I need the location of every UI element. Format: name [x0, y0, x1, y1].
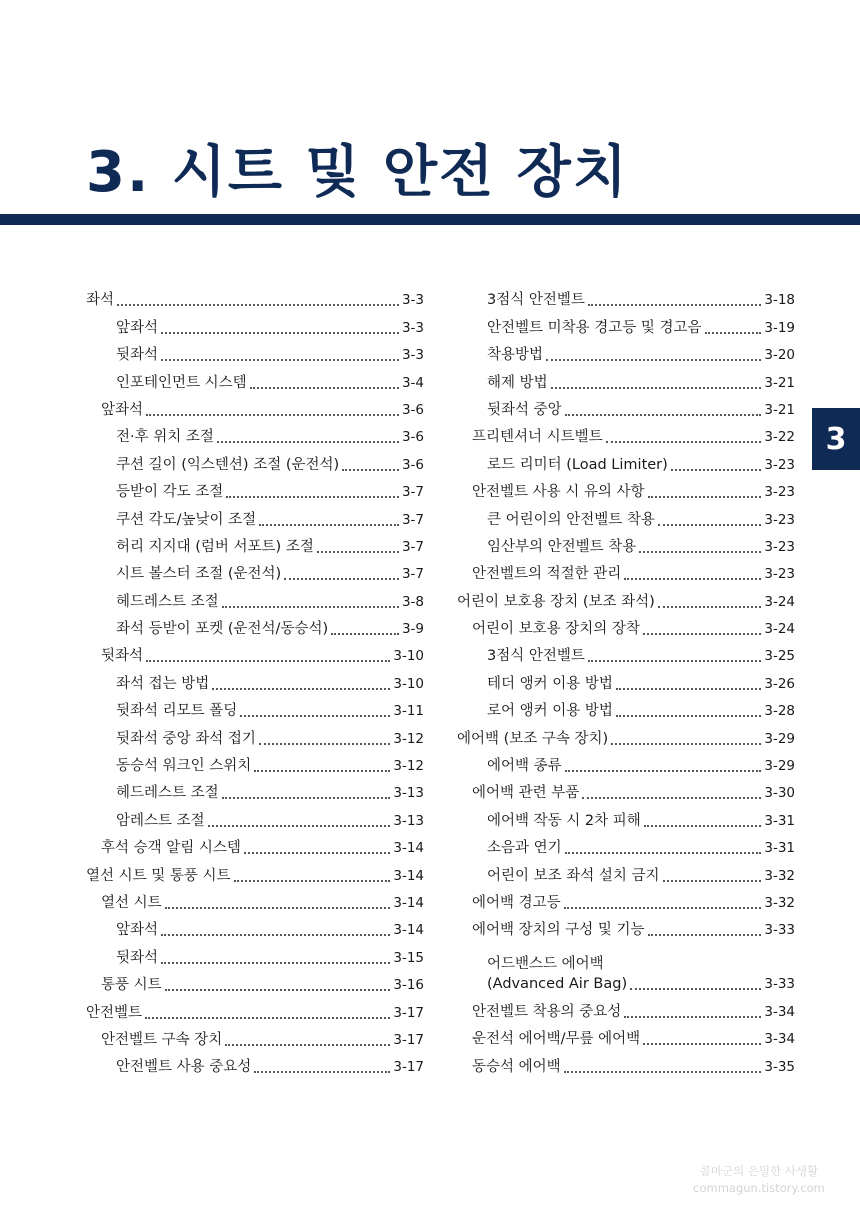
toc-leader-dots: [317, 551, 399, 553]
toc-leader-dots: [565, 770, 762, 772]
toc-entry-title: 프리텐셔너 시트벨트: [472, 429, 603, 446]
toc-entry-label: [457, 592, 655, 612]
chapter-title: 3. 시트 및 안전 장치: [86, 140, 629, 205]
toc-entry[interactable]: [86, 1053, 424, 1080]
toc-entry[interactable]: [457, 669, 795, 696]
toc-entry[interactable]: [86, 834, 424, 861]
toc-entry-label: [487, 838, 562, 858]
toc-entry-label: [116, 455, 339, 475]
toc-leader-dots: [342, 469, 399, 471]
toc-leader-dots: [244, 852, 390, 854]
toc-entry-title: 안전벨트 착용의 중요성: [472, 1003, 622, 1020]
toc-entry-title: 착용방법: [487, 347, 544, 364]
toc-entry-label: [472, 1029, 640, 1049]
toc-entry[interactable]: [86, 450, 424, 477]
toc-leader-dots: [565, 414, 762, 416]
toc-entry[interactable]: [457, 478, 795, 505]
toc-entry-label: [116, 783, 219, 803]
toc-entry-title: 좌석: [86, 292, 115, 309]
toc-entry-page: 3-15: [393, 949, 424, 966]
toc-entry[interactable]: [457, 505, 795, 532]
toc-entry-page: 3-7: [401, 538, 424, 555]
toc-entry[interactable]: [457, 423, 795, 450]
toc-entry-title: 안전벨트의 적절한 관리: [472, 566, 622, 583]
toc-entry[interactable]: [86, 423, 424, 450]
toc-entry-title: 인포테인먼트 시스템: [116, 374, 247, 391]
toc-leader-dots: [161, 934, 390, 936]
toc-entry-page: 3-17: [393, 1031, 424, 1048]
toc-entry[interactable]: [86, 341, 424, 368]
toc-entry[interactable]: [86, 724, 424, 751]
toc-leader-dots: [331, 633, 399, 635]
toc-leader-dots: [259, 743, 390, 745]
toc-entry-page: 3-32: [764, 894, 795, 911]
toc-entry-page: 3-7: [401, 484, 424, 501]
toc-leader-dots: [161, 332, 399, 334]
toc-entry-title: 앞좌석: [116, 319, 159, 336]
toc-entry-title: 안전벨트 사용 중요성: [116, 1059, 252, 1076]
toc-leader-dots: [117, 304, 399, 306]
toc-entry[interactable]: [86, 697, 424, 724]
toc-entry-title: 헤드레스트 조절: [116, 785, 219, 802]
toc-entry-page: 3-24: [764, 593, 795, 610]
toc-entry-label: [487, 954, 627, 994]
toc-leader-dots: [643, 1043, 761, 1045]
toc-leader-dots: [564, 907, 762, 909]
toc-leader-dots: [705, 332, 762, 334]
toc-entry-label: [116, 373, 247, 393]
toc-leader-dots: [161, 962, 390, 964]
toc-leader-dots: [222, 606, 399, 608]
toc-entry[interactable]: [457, 286, 795, 313]
toc-entry[interactable]: [457, 615, 795, 642]
toc-entry-label: [487, 345, 543, 365]
watermark-line-2: commagun.tistory.com: [693, 1181, 825, 1195]
toc-leader-dots: [146, 660, 390, 662]
toc-entry-page: 3-12: [393, 758, 424, 775]
toc-entry-label: [487, 701, 613, 721]
toc-entry-page: 3-23: [764, 511, 795, 528]
toc-entry-page: 3-20: [764, 347, 795, 364]
toc-leader-dots: [250, 387, 399, 389]
toc-entry-label: [487, 756, 562, 776]
toc-entry-label: [101, 400, 143, 420]
toc-leader-dots: [616, 715, 761, 717]
toc-column-right: [457, 286, 795, 1080]
toc-leader-dots: [606, 441, 762, 443]
toc-entry-label: [487, 455, 668, 475]
toc-leader-dots: [145, 1017, 390, 1019]
toc-entry-page: 3-3: [401, 319, 424, 336]
toc-entry-label: [116, 318, 158, 338]
toc-entry-label: [487, 866, 660, 886]
toc-entry-label: [472, 1002, 621, 1022]
toc-entry[interactable]: [86, 615, 424, 642]
toc-entry[interactable]: [457, 724, 795, 751]
toc-entry-label: [487, 646, 585, 666]
toc-entry-title: 에어백 장치의 구성 및 기능: [472, 922, 645, 939]
toc-entry-page: 3-32: [764, 867, 795, 884]
toc-entry-label: [472, 427, 603, 447]
toc-entry-label: [487, 510, 655, 530]
toc-entry-label: [472, 564, 621, 584]
toc-leader-dots: [630, 988, 761, 990]
toc-leader-dots: [663, 880, 762, 882]
toc-entry[interactable]: [457, 341, 795, 368]
toc-leader-dots: [226, 496, 399, 498]
toc-entry-label: [487, 674, 613, 694]
toc-entry[interactable]: [86, 889, 424, 916]
toc-entry[interactable]: [86, 396, 424, 423]
toc-entry[interactable]: [86, 478, 424, 505]
toc-entry-label: [116, 564, 281, 584]
toc-entry[interactable]: [86, 752, 424, 779]
toc-entry-label: [116, 510, 256, 530]
toc-entry-label: [472, 920, 645, 940]
toc-entry-label: [472, 619, 640, 639]
toc-entry-page: 3-6: [401, 429, 424, 446]
toc-leader-dots: [648, 934, 762, 936]
toc-entry-title: 열선 시트: [101, 894, 162, 911]
toc-entry-label: [116, 920, 158, 940]
toc-entry-label: [116, 701, 237, 721]
toc-leader-dots: [208, 825, 391, 827]
toc-entry-title: 에어백 종류: [487, 758, 562, 775]
watermark: [688, 1163, 830, 1197]
toc-entry[interactable]: [86, 1026, 424, 1053]
toc-entry[interactable]: [457, 697, 795, 724]
toc-entry[interactable]: [86, 916, 424, 943]
toc-entry-title: 전·후 위치 조절: [116, 429, 214, 446]
toc-leader-dots: [639, 551, 761, 553]
toc-entry-title: 뒷좌석: [101, 648, 144, 665]
toc-entry-title: 뒷좌석 중앙: [487, 401, 562, 418]
toc-entry-label: [487, 400, 562, 420]
toc-leader-dots: [240, 715, 390, 717]
toc-entry[interactable]: [457, 1052, 795, 1079]
toc-entry-title: 소음과 연기: [487, 840, 562, 857]
toc-leader-dots: [644, 825, 762, 827]
toc-entry-title: 어린이 보호용 장치 (보조 좌석): [457, 593, 655, 610]
toc-entry-title: 큰 어린이의 안전벨트 착용: [487, 511, 655, 528]
toc-entry-page: 3-34: [764, 1003, 795, 1020]
toc-leader-dots: [565, 852, 762, 854]
toc-entry-title: 에어백 경고등: [472, 894, 561, 911]
toc-entry-title: 쿠션 각도/높낮이 조절: [116, 511, 257, 528]
toc-entry-title: 동승석 워크인 스위치: [116, 758, 252, 775]
toc-entry[interactable]: [457, 861, 795, 888]
toc-entry-title: 암레스트 조절: [116, 812, 205, 829]
toc-entry-label: [116, 811, 205, 831]
toc-entry-page: 3-6: [401, 456, 424, 473]
toc-entry[interactable]: [457, 806, 795, 833]
toc-entry-page: 3-23: [764, 456, 795, 473]
toc-entry-label: [116, 427, 214, 447]
toc-entry-page: 3-8: [401, 593, 424, 610]
toc-entry-label: [487, 373, 548, 393]
toc-leader-dots: [588, 660, 761, 662]
toc-entry[interactable]: [86, 533, 424, 560]
toc-entry-page: 3-22: [764, 429, 795, 446]
toc-leader-dots: [671, 469, 762, 471]
toc-entry-page: 3-23: [764, 566, 795, 583]
toc-entry-page: 3-9: [401, 621, 424, 638]
toc-entry[interactable]: [457, 368, 795, 395]
toc-entry-page: 3-7: [401, 511, 424, 528]
toc-leader-dots: [582, 797, 761, 799]
toc-entry-page: 3-10: [393, 675, 424, 692]
toc-entry[interactable]: [457, 889, 795, 916]
toc-leader-dots: [611, 743, 761, 745]
toc-entry-title: 뒷좌석 중앙 좌석 접기: [116, 730, 256, 747]
toc-leader-dots: [588, 304, 761, 306]
toc-entry-label: [116, 592, 219, 612]
toc-entry-page: 3-14: [393, 840, 424, 857]
toc-entry-title: 등받이 각도 조절: [116, 484, 224, 501]
toc-entry-page: 3-28: [764, 703, 795, 720]
toc-entry[interactable]: [457, 560, 795, 587]
toc-entry[interactable]: [86, 861, 424, 888]
toc-entry-page: 3-23: [764, 538, 795, 555]
toc-leader-dots: [624, 1016, 761, 1018]
toc-leader-dots: [658, 606, 762, 608]
toc-entry-page: 3-14: [393, 894, 424, 911]
toc-entry-label: [487, 811, 641, 831]
toc-entry-page: 3-3: [401, 292, 424, 309]
toc-leader-dots: [146, 414, 399, 416]
toc-entry[interactable]: [457, 450, 795, 477]
toc-entry-title: 동승석 에어백: [472, 1058, 561, 1075]
toc-entry[interactable]: [457, 587, 795, 614]
toc-entry-label: [116, 674, 209, 694]
toc-entry[interactable]: [457, 533, 795, 560]
toc-entry[interactable]: [86, 642, 424, 669]
toc-entry[interactable]: [457, 779, 795, 806]
toc-entry-title: 테더 앵커 이용 방법: [487, 675, 613, 692]
watermark-line-1: 콤마군의 은밀한 사생활: [699, 1164, 819, 1178]
toc-entry[interactable]: [457, 997, 795, 1024]
toc-entry[interactable]: [86, 943, 424, 970]
toc-entry-title: 뒷좌석 리모트 폴딩: [116, 703, 238, 720]
toc-leader-dots: [234, 880, 391, 882]
toc-entry-title: 안전벨트 구속 장치: [101, 1031, 223, 1048]
toc-entry-label: [86, 866, 231, 886]
toc-entry[interactable]: [86, 368, 424, 395]
toc-leader-dots: [165, 989, 391, 991]
toc-entry-label: [101, 975, 162, 995]
toc-entry-label: [472, 1057, 561, 1077]
toc-entry-title: 뒷좌석: [116, 949, 159, 966]
toc-leader-dots: [624, 578, 761, 580]
toc-leader-dots: [222, 797, 391, 799]
toc-entry-page: 3-21: [764, 374, 795, 391]
toc-entry-title: 후석 승객 알림 시스템: [101, 840, 241, 857]
chapter-tab[interactable]: 3: [812, 408, 860, 470]
toc-entry-label: [86, 1003, 142, 1023]
toc-entry-page: 3-14: [393, 922, 424, 939]
toc-leader-dots: [564, 1071, 762, 1073]
toc-entry[interactable]: [457, 943, 795, 997]
toc-entry-title: 3점식 안전벨트: [487, 648, 585, 665]
toc-entry-title: 안전벨트: [86, 1004, 143, 1021]
toc-entry-label: [86, 290, 114, 310]
toc-entry-label: [116, 1057, 251, 1077]
toc-entry-title: 앞좌석: [116, 922, 159, 939]
toc-entry-label: [101, 838, 241, 858]
toc-entry-label: [472, 783, 579, 803]
toc-entry-title: 에어백 관련 부품: [472, 785, 580, 802]
toc-entry-page: 3-25: [764, 648, 795, 665]
toc-entry-label: [472, 482, 645, 502]
toc-entry-label: [472, 893, 561, 913]
toc-entry-title: 안전벨트 미착용 경고등 및 경고음: [487, 319, 702, 336]
toc-entry-label: [116, 756, 251, 776]
toc-entry-page: 3-31: [764, 840, 795, 857]
toc-entry-title: 헤드레스트 조절: [116, 593, 219, 610]
toc-entry-title: 안전벨트 사용 시 유의 사항: [472, 484, 645, 501]
toc-entry-page: 3-13: [393, 812, 424, 829]
toc-entry-label: [116, 619, 328, 639]
toc-leader-dots: [643, 633, 761, 635]
toc-leader-dots: [225, 1044, 390, 1046]
toc-entry-label: [116, 729, 256, 749]
toc-entry-title: 허리 지지대 (럼버 서포트) 조절: [116, 538, 314, 555]
toc-leader-dots: [217, 441, 399, 443]
toc-entry-title: 앞좌석: [101, 401, 144, 418]
toc-entry-page: 3-29: [764, 758, 795, 775]
toc-entry-page: 3-24: [764, 621, 795, 638]
toc-entry-title: 통풍 시트: [101, 977, 162, 994]
toc-entry[interactable]: [457, 1025, 795, 1052]
toc-entry[interactable]: [86, 669, 424, 696]
toc-entry[interactable]: [86, 806, 424, 833]
toc-entry[interactable]: [86, 998, 424, 1025]
toc-leader-dots: [254, 770, 390, 772]
toc-entry[interactable]: [457, 916, 795, 943]
toc-entry-page: 3-17: [393, 1059, 424, 1076]
toc-entry-page: 3-33: [764, 922, 795, 939]
toc-entry-title: 어린이 보조 좌석 설치 금지: [487, 867, 660, 884]
toc-leader-dots: [284, 578, 399, 580]
toc-entry[interactable]: [457, 642, 795, 669]
toc-entry-page: 3-16: [393, 977, 424, 994]
toc-entry-page: 3-34: [764, 1031, 795, 1048]
toc-entry-label: [116, 537, 314, 557]
toc-entry-page: 3-19: [764, 319, 795, 336]
toc-entry-label: [487, 537, 636, 557]
toc-entry-page: 3-35: [764, 1058, 795, 1075]
toc-entry-label: [101, 1030, 222, 1050]
toc-leader-dots: [648, 496, 762, 498]
toc-entry[interactable]: [457, 396, 795, 423]
toc-entry-page: 3-26: [764, 675, 795, 692]
title-rule: [0, 214, 860, 225]
toc-entry-title: 해제 방법: [487, 374, 548, 391]
toc-entry-page: 3-13: [393, 785, 424, 802]
toc-leader-dots: [212, 688, 390, 690]
toc-column-left: [86, 286, 424, 1080]
toc-entry-title: 열선 시트 및 통풍 시트: [86, 867, 231, 884]
toc-entry-title: 어린이 보호용 장치의 장착: [472, 621, 640, 638]
toc-entry-title: 에어백 작동 시 2차 피해: [487, 812, 641, 829]
toc-entry[interactable]: [457, 834, 795, 861]
toc-entry[interactable]: [86, 286, 424, 313]
toc-entry-page: 3-10: [393, 648, 424, 665]
toc-entry-page: 3-3: [401, 347, 424, 364]
toc-entry-page: 3-7: [401, 566, 424, 583]
toc-entry-label: [487, 290, 585, 310]
toc-entry-page: 3-12: [393, 730, 424, 747]
toc-entry-label: [101, 893, 162, 913]
toc-entry-title: 쿠션 길이 (익스텐션) 조절 (운전석): [116, 456, 340, 473]
toc-entry[interactable]: [86, 560, 424, 587]
toc-entry[interactable]: [86, 971, 424, 998]
toc-entry[interactable]: [86, 587, 424, 614]
toc-entry-title: 로어 앵커 이용 방법: [487, 703, 613, 720]
toc-entry-title: 시트 볼스터 조절 (운전석): [116, 566, 282, 583]
toc-entry-label: [116, 345, 158, 365]
toc-entry-page: 3-23: [764, 484, 795, 501]
toc-entry-title: 로드 리미터 (Load Limiter): [487, 456, 668, 473]
toc-entry[interactable]: [86, 313, 424, 340]
toc-entry-title: 에어백 (보조 구속 장치): [457, 730, 609, 747]
toc-entry-label: [457, 729, 608, 749]
toc-entry-page: 3-33: [764, 976, 795, 993]
toc-entry-page: 3-31: [764, 812, 795, 829]
toc-entry[interactable]: [86, 505, 424, 532]
toc-entry-title: 운전석 에어백/무릎 에어백: [472, 1031, 641, 1048]
toc-leader-dots: [616, 688, 761, 690]
toc-entry-title: 좌석 접는 방법: [116, 675, 210, 692]
toc-entry-page: 3-14: [393, 867, 424, 884]
toc-entry-page: 3-17: [393, 1004, 424, 1021]
toc-entry-title: 임산부의 안전벨트 착용: [487, 538, 637, 555]
toc-leader-dots: [254, 1071, 390, 1073]
toc-entry[interactable]: [86, 779, 424, 806]
toc-entry-title: 좌석 등받이 포켓 (운전석/동승석): [116, 621, 329, 638]
toc-entry-label: [116, 482, 223, 502]
toc-entry-title: 뒷좌석: [116, 347, 159, 364]
toc-entry-title: 어드밴스드 에어백: [487, 956, 604, 973]
toc-leader-dots: [658, 524, 761, 526]
toc-entry[interactable]: [457, 752, 795, 779]
toc-entry-page: 3-11: [393, 703, 424, 720]
toc-entry-page: 3-4: [401, 374, 424, 391]
toc-entry-page: 3-30: [764, 785, 795, 802]
toc-entry-title: 3점식 안전벨트: [487, 292, 585, 309]
toc-leader-dots: [546, 359, 761, 361]
toc-entry-label: [116, 948, 158, 968]
toc-entry-label: [101, 646, 143, 666]
toc-entry-label: [487, 318, 702, 338]
toc-leader-dots: [165, 907, 391, 909]
toc-leader-dots: [551, 387, 762, 389]
toc-entry-page: 3-29: [764, 730, 795, 747]
toc-entry[interactable]: [457, 313, 795, 340]
toc-entry-page: 3-18: [764, 292, 795, 309]
toc-leader-dots: [161, 359, 399, 361]
toc-entry-title-line2: (Advanced Air Bag): [487, 976, 628, 993]
toc-entry-page: 3-21: [764, 401, 795, 418]
toc-entry-page: 3-6: [401, 401, 424, 418]
toc-leader-dots: [259, 524, 399, 526]
